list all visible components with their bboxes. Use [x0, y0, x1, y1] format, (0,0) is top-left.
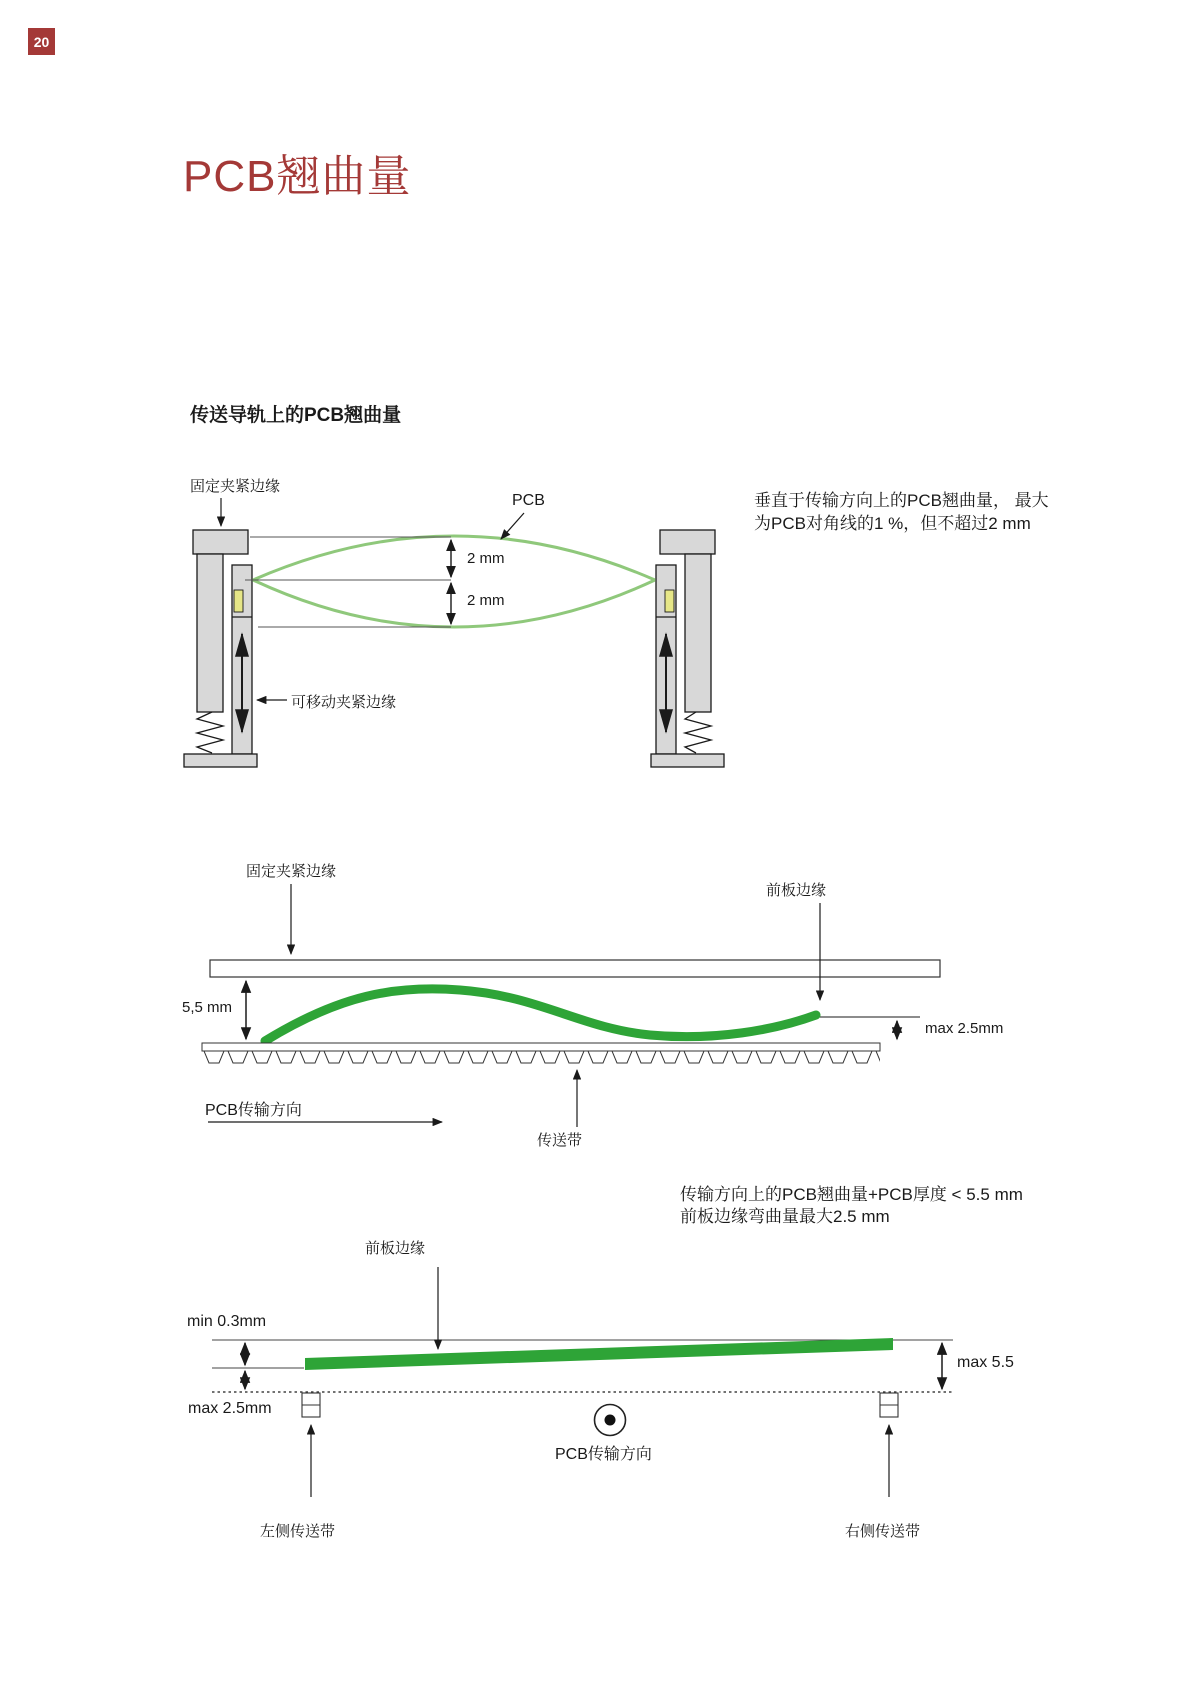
d2-fixed-edge-label: 固定夹紧边缘: [246, 863, 337, 880]
pcb-tilted-board: [305, 1338, 893, 1370]
d1-dimension-top: 2 mm: [467, 550, 505, 567]
transport-direction-out-of-plane-icon: [595, 1405, 626, 1436]
d2-max-bend-dimension: max 2.5mm: [925, 1020, 1004, 1037]
clamp-fixture-left: [184, 530, 257, 767]
conveyor-rail: [210, 960, 940, 977]
d1-fixed-edge-label: 固定夹紧边缘: [190, 478, 281, 495]
note-vertical-line2: 为PCB对角线的1 %，但不超过2 mm: [754, 514, 1031, 533]
page-title: PCB翘曲量: [183, 152, 412, 201]
section-heading: 传送导轨上的PCB翘曲量: [190, 405, 402, 426]
belt-pin-left: [302, 1393, 320, 1417]
diagram2-label-arrows: [208, 884, 820, 1127]
d2-gap-dimension: 5,5 mm: [182, 999, 233, 1016]
d3-max-bend-dimension: max 2.5mm: [188, 1400, 272, 1417]
diagram2-dimension-arrows: [246, 981, 920, 1039]
d3-max-height-dimension: max 5.5: [957, 1354, 1014, 1371]
pcb-wave-curve: [265, 989, 816, 1041]
d2-direction-label: PCB传输方向: [205, 1102, 302, 1119]
pcb-lens-curve: [253, 536, 655, 627]
clamp-fixture-right: [651, 530, 724, 767]
note-transport-line1: 传输方向上的PCB翘曲量+PCB厚度 < 5.5 mm: [680, 1185, 1023, 1204]
d3-direction-label: PCB传输方向: [555, 1446, 652, 1463]
d2-front-edge-label: 前板边缘: [766, 882, 827, 899]
d3-left-belt-label: 左侧传送带: [260, 1523, 336, 1540]
conveyor-belt: [202, 1043, 880, 1066]
d2-belt-label: 传送带: [537, 1132, 583, 1149]
d1-movable-edge-label: 可移动夹紧边缘: [291, 694, 397, 711]
page-number-badge: 20: [28, 28, 55, 55]
d1-dimension-bottom: 2 mm: [467, 592, 505, 609]
d1-pcb-label: PCB: [512, 492, 545, 509]
d3-right-belt-label: 右侧传送带: [845, 1523, 921, 1540]
note-vertical-line1: 垂直于传输方向上的PCB翘曲量， 最大: [754, 491, 1049, 510]
d3-front-edge-label: 前板边缘: [365, 1240, 426, 1257]
d3-min-clearance-dimension: min 0.3mm: [187, 1313, 267, 1330]
note-transport-line2: 前板边缘弯曲量最大2.5 mm: [680, 1207, 890, 1226]
belt-pin-right: [880, 1393, 898, 1417]
